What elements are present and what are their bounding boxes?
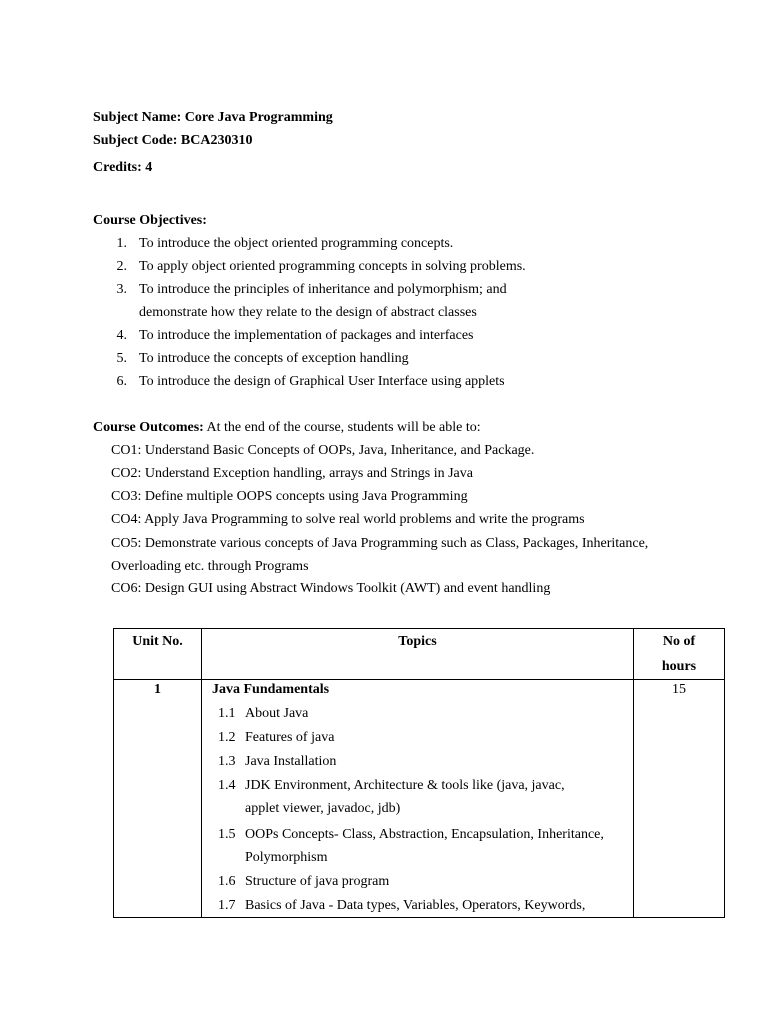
hours-header-line2: hours	[661, 659, 697, 674]
list-item	[202, 894, 633, 917]
outcome-line: CO6: Design GUI using Abstract Windows Toolkit (AWT) and event handling	[111, 581, 551, 596]
topic-text: Basics of Java - Data types, Variables, Operators, Keywords,	[245, 898, 586, 913]
topic-text: About Java	[245, 706, 309, 721]
table-header-row	[114, 629, 725, 680]
outcome-line: CO3: Define multiple OOPS concepts using Java Programming	[111, 489, 468, 504]
hours-value: 15	[634, 680, 725, 918]
topic-text: Java Installation	[245, 754, 337, 769]
objective-text: To introduce the design of Graphical User Interface using applets	[139, 374, 505, 389]
credits: Credits: 4	[93, 160, 153, 175]
objective-text: To apply object oriented programming concepts in solving problems.	[139, 259, 526, 274]
topics-header: Topics	[202, 629, 634, 680]
hours-header-line1: No of	[662, 634, 696, 649]
objective-number: 2.	[116, 259, 127, 274]
topic-text: JDK Environment, Architecture & tools like (java, javac,	[245, 778, 565, 793]
topic-number: 1.4	[218, 778, 236, 793]
topic-number: 1.6	[218, 874, 236, 889]
list-item	[202, 870, 633, 893]
outcome-line: CO4: Apply Java Programming to solve real world problems and write the programs	[111, 512, 585, 527]
topic-list	[202, 702, 633, 917]
subject-name: Subject Name: Core Java Programming	[93, 110, 333, 125]
topic-number: 1.5	[218, 827, 236, 842]
objective-number: 6.	[116, 374, 127, 389]
objective-text: To introduce the implementation of packages and interfaces	[139, 328, 474, 343]
objective-text: To introduce the concepts of exception handling	[139, 351, 409, 366]
topic-text: Structure of java program	[245, 874, 390, 889]
table-row	[114, 680, 725, 918]
list-item	[202, 823, 633, 869]
list-item	[202, 774, 633, 820]
objective-text: To introduce the object oriented programming concepts.	[139, 236, 454, 251]
syllabus-table	[113, 628, 725, 918]
topic-number: 1.3	[218, 754, 236, 769]
unit-number: 1	[114, 680, 202, 918]
topic-text-continued: Polymorphism	[245, 850, 328, 865]
topic-text: Features of java	[245, 730, 335, 745]
topic-number: 1.2	[218, 730, 236, 745]
outcome-line: CO1: Understand Basic Concepts of OOPs, Java, Inheritance, and Package.	[111, 443, 535, 458]
list-item	[202, 702, 633, 725]
list-item	[202, 750, 633, 773]
objective-text-continued: demonstrate how they relate to the design of abstract classes	[139, 305, 477, 320]
objective-number: 1.	[116, 236, 127, 251]
unit-no-header: Unit No.	[114, 629, 202, 680]
outcome-line: CO5: Demonstrate various concepts of Java Programming such as Class, Packages, Inheritance,	[111, 536, 649, 551]
outcomes-intro: At the end of the course, students will be able to:	[203, 420, 481, 435]
outcomes-heading: Course Outcomes:	[93, 420, 204, 435]
hours-header	[634, 629, 725, 680]
objective-text: To introduce the principles of inheritance and polymorphism; and	[139, 282, 507, 297]
subject-code: Subject Code: BCA230310	[93, 133, 253, 148]
outcome-line: CO2: Understand Exception handling, arrays and Strings in Java	[111, 466, 473, 481]
objective-number: 4.	[116, 328, 127, 343]
topic-text: OOPs Concepts- Class, Abstraction, Encapsulation, Inheritance,	[245, 827, 604, 842]
objectives-heading: Course Objectives:	[93, 213, 207, 228]
topics-cell	[202, 680, 634, 918]
list-item	[202, 726, 633, 749]
topic-number: 1.7	[218, 898, 236, 913]
objective-number: 5.	[116, 351, 127, 366]
objective-number: 3.	[116, 282, 127, 297]
topic-text-continued: applet viewer, javadoc, jdb)	[245, 801, 401, 816]
outcomes-heading-line	[93, 419, 481, 437]
outcome-line: Overloading etc. through Programs	[111, 559, 309, 574]
unit-title: Java Fundamentals	[212, 682, 330, 697]
topic-number: 1.1	[218, 706, 236, 721]
